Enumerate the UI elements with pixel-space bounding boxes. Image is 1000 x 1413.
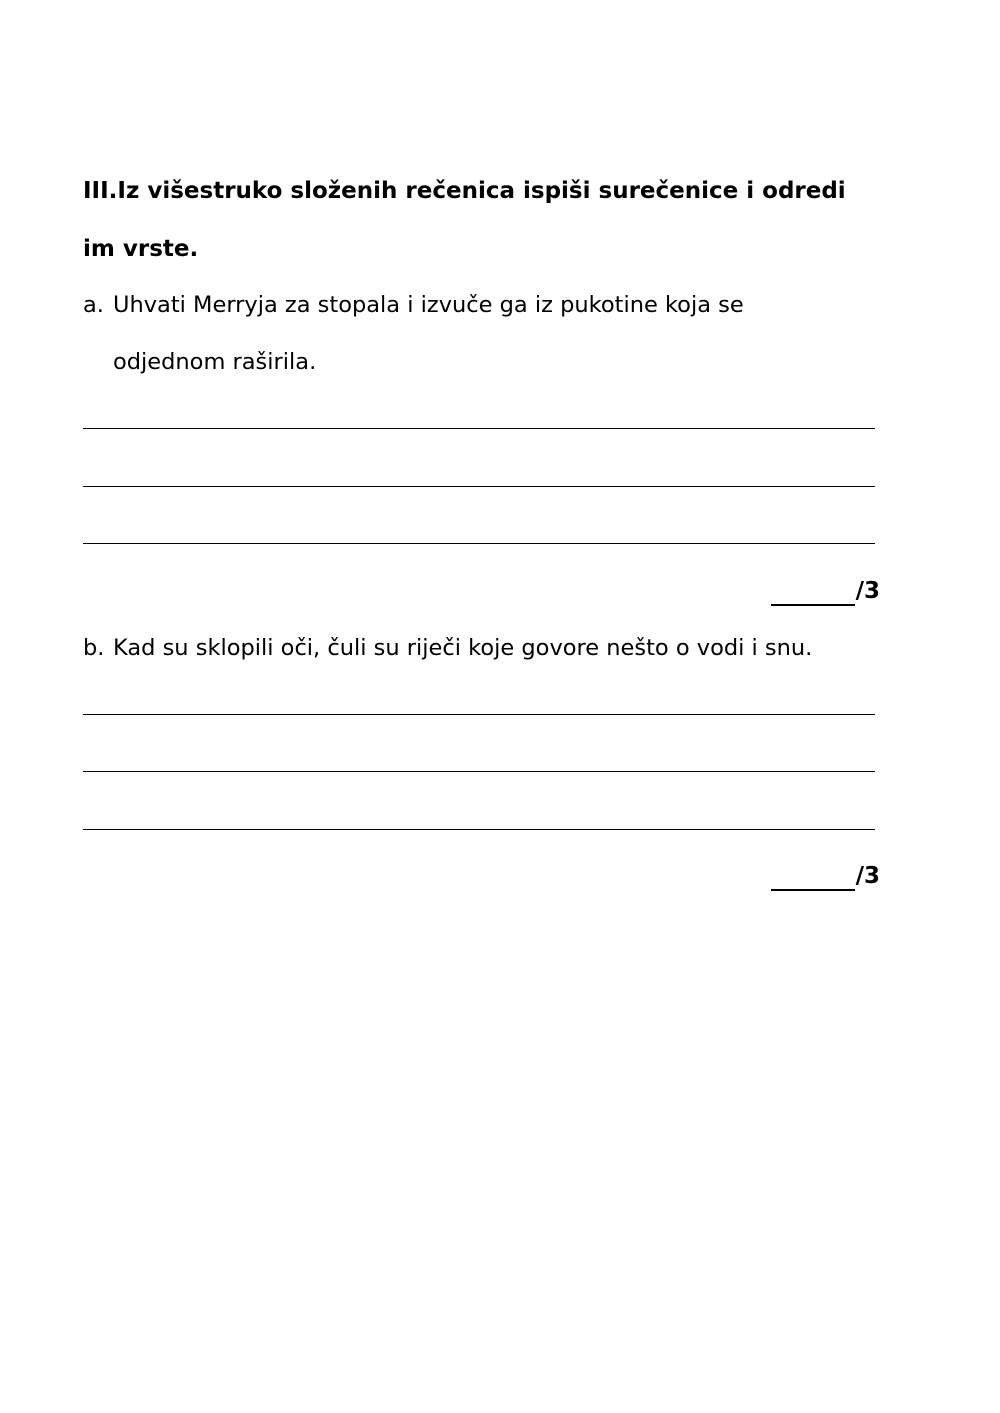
task-b-score-total: /3 [855,863,880,889]
task-a-marker: a. [83,292,104,318]
score-blank[interactable] [771,867,855,891]
answer-line-b-3[interactable] [83,829,875,830]
task-heading-line-2: im vrste. [83,236,199,262]
task-a-sentence-line-1: Uhvati Merryja za stopala i izvuče ga iz pukotine koja se [113,292,744,318]
task-heading-line-1: III.Iz višestruko složenih rečenica ispiši surečenice i odredi [83,178,846,204]
answer-line-a-3[interactable] [83,543,875,544]
task-a-score-total: /3 [855,578,880,604]
task-b-score [771,861,880,891]
task-a-score [771,576,880,606]
answer-line-a-2[interactable] [83,486,875,487]
score-blank[interactable] [771,582,855,606]
answer-line-b-2[interactable] [83,771,875,772]
task-a-sentence-line-2: odjednom raširila. [113,349,317,375]
answer-line-b-1[interactable] [83,714,875,715]
task-b-marker: b. [83,635,105,661]
task-b-sentence-line-1: Kad su sklopili oči, čuli su riječi koje govore nešto o vodi i snu. [113,635,813,661]
answer-line-a-1[interactable] [83,428,875,429]
